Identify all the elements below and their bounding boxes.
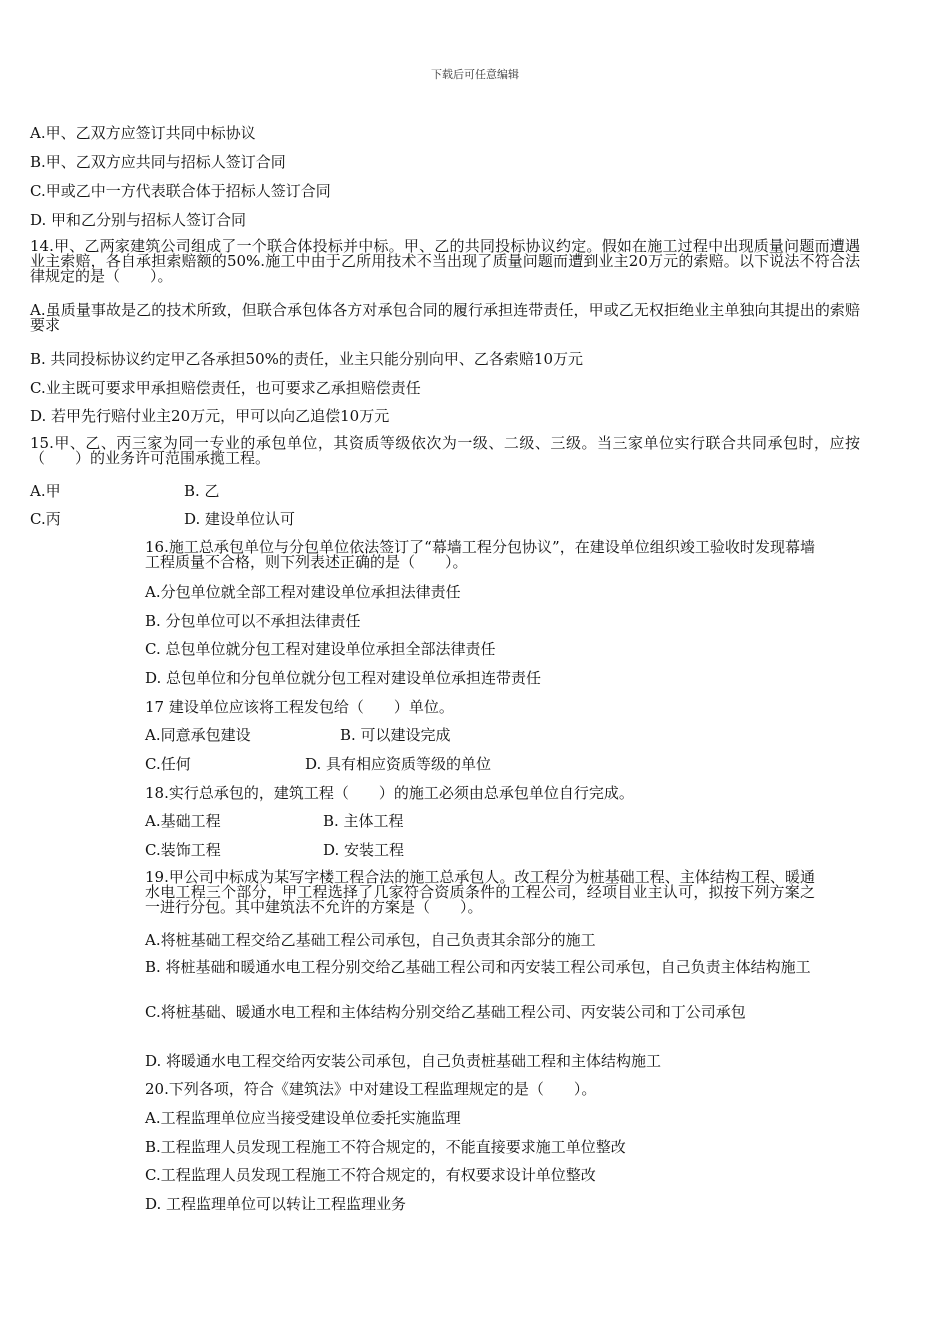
q14-option-d: D. 若甲先行赔付业主20万元，甲可以向乙追偿10万元 <box>30 407 390 425</box>
q18-option-a: A.基础工程 <box>145 812 221 830</box>
q18-option-b: B. 主体工程 <box>323 812 404 830</box>
q13-option-d: D. 甲和乙分别与招标人签订合同 <box>30 211 247 229</box>
q15-option-b: B. 乙 <box>184 482 220 500</box>
q19-option-a: A.将桩基础工程交给乙基础工程公司承包，自己负责其余部分的施工 <box>145 931 596 949</box>
q14-option-b: B. 共同投标协议约定甲乙各承担50%的责任，业主只能分别向甲、乙各索赔10万元 <box>30 350 583 368</box>
q15-stem: 15.甲、乙、丙三家为同一专业的承包单位，其资质等级依次为一级、二级、三级。当三家单位实行联合共同承包时，应按（ ）的业务许可范围承揽工程。 <box>30 434 860 467</box>
q20-stem: 20.下列各项，符合《建筑法》中对建设工程监理规定的是（ ）。 <box>145 1080 597 1098</box>
q20-option-b: B.工程监理人员发现工程施工不符合规定的，不能直接要求施工单位整改 <box>145 1138 626 1156</box>
q16-option-a: A.分包单位就全部工程对建设单位承担法律责任 <box>145 583 461 601</box>
q19-option-d: D. 将暖通水电工程交给丙安装公司承包，自己负责桩基础工程和主体结构施工 <box>145 1052 662 1070</box>
q15-option-d: D. 建设单位认可 <box>184 510 296 528</box>
q16-option-b: B. 分包单位可以不承担法律责任 <box>145 612 361 630</box>
q17-option-a: A.同意承包建设 <box>145 726 251 744</box>
q18-option-d: D. 安装工程 <box>323 841 405 859</box>
q15-option-c: C.丙 <box>30 510 61 528</box>
q17-option-c: C.任何 <box>145 755 191 773</box>
q14-stem: 14.甲、乙两家建筑公司组成了一个联合体投标并中标。甲、乙的共同投标协议约定。假如在施工过程中出现质量问题而遭遇业主索赔，各自承担索赔额的50%.施工中由于乙所用技术不当出现了质量问题而遭到业主20万元的索赔。以下说法不符合法律规定的是（ ）。 <box>30 237 860 285</box>
q14-option-c: C.业主既可要求甲承担赔偿责任，也可要求乙承担赔偿责任 <box>30 379 421 397</box>
q20-option-d: D. 工程监理单位可以转让工程监理业务 <box>145 1195 407 1213</box>
page-header: 下载后可任意编辑 <box>431 68 519 81</box>
q19-option-b: B. 将桩基础和暖通水电工程分别交给乙基础工程公司和丙安装工程公司承包，自己负责主体结构施工 <box>145 958 811 976</box>
q17-stem: 17 建设单位应该将工程发包给（ ）单位。 <box>145 698 454 716</box>
q13-option-c: C.甲或乙中一方代表联合体于招标人签订合同 <box>30 182 331 200</box>
q17-option-b: B. 可以建设完成 <box>340 726 451 744</box>
q19-stem: 19.甲公司中标成为某写字楼工程合法的施工总承包人。改工程分为桩基础工程、主体结构工程、暖通水电工程三个部分，甲工程选择了几家符合资质条件的工程公司，经项目业主认可，拟按下列方案之一进行分包。其中建筑法不允许的方案是（ ）。 <box>145 868 815 916</box>
q15-option-a: A.甲 <box>30 482 61 500</box>
q16-option-c: C. 总包单位就分包工程对建设单位承担全部法律责任 <box>145 640 496 658</box>
q20-option-c: C.工程监理人员发现工程施工不符合规定的，有权要求设计单位整改 <box>145 1166 596 1184</box>
q18-stem: 18.实行总承包的，建筑工程（ ）的施工必须由总承包单位自行完成。 <box>145 784 634 802</box>
q20-option-a: A.工程监理单位应当接受建设单位委托实施监理 <box>145 1109 461 1127</box>
q16-stem: 16.施工总承包单位与分包单位依法签订了“幕墙工程分包协议”，在建设单位组织竣工验收时发现幕墙工程质量不合格，则下列表述正确的是（ ）。 <box>145 538 815 571</box>
q19-option-c: C.将桩基础、暖通水电工程和主体结构分别交给乙基础工程公司、丙安装公司和丁公司承包 <box>145 1003 746 1021</box>
q18-option-c: C.装饰工程 <box>145 841 221 859</box>
q14-option-a: A.虽质量事故是乙的技术所致，但联合承包体各方对承包合同的履行承担连带责任，甲或乙无权拒绝业主单独向其提出的索赔要求 <box>30 301 860 334</box>
q17-option-d: D. 具有相应资质等级的单位 <box>305 755 492 773</box>
q13-option-a: A.甲、乙双方应签订共同中标协议 <box>30 124 256 142</box>
q16-option-d: D. 总包单位和分包单位就分包工程对建设单位承担连带责任 <box>145 669 542 687</box>
q13-option-b: B.甲、乙双方应共同与招标人签订合同 <box>30 153 286 171</box>
